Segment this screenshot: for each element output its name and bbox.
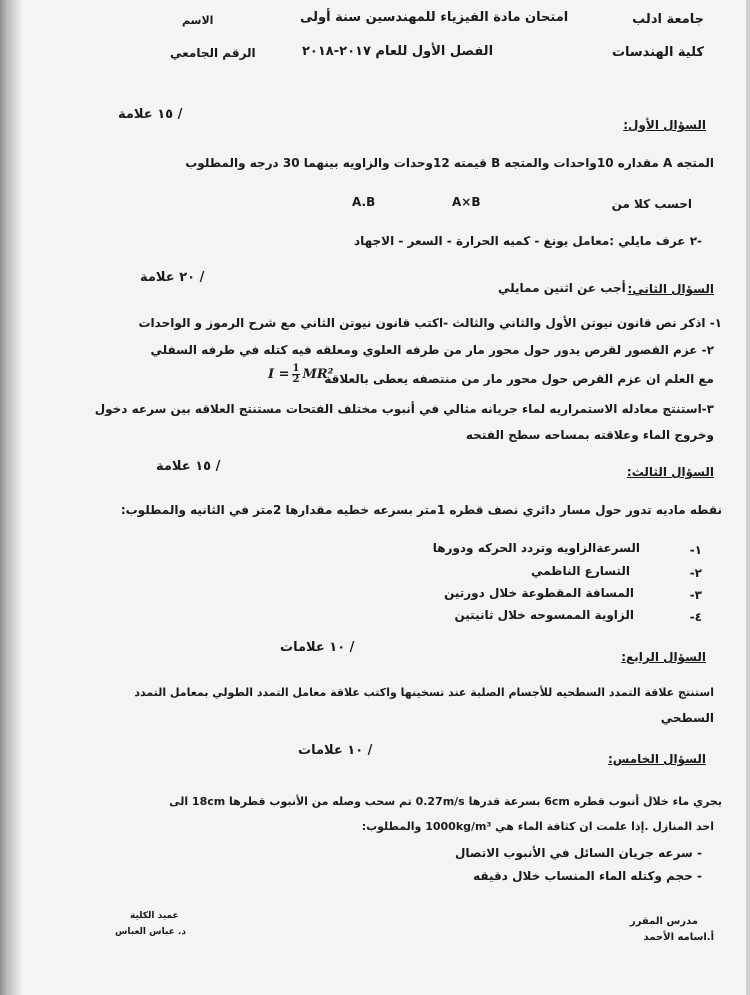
q2-item2b: مع العلم ان عزم القرص حول محور مار من منتصفه يعطى بالعلاقة [324, 372, 714, 386]
formula-lhs: I = [268, 367, 290, 382]
exam-title: امتحان مادة الفيزياء للمهندسين سنة أولى [300, 10, 569, 25]
q2-title: السؤال الثاني: [627, 282, 714, 296]
scan-edge-right [746, 0, 750, 995]
q5-line1: يجري ماء خلال أنبوب قطره 6cm بسرعة قدرها 0.27m/s تم سحب وصله من الأنبوب قطرها 18cm الى [169, 795, 722, 808]
q3-item2-num: -٢ [689, 566, 702, 580]
q5-marks: / ١٠ علامات [298, 743, 373, 758]
q3-intro: نقطه ماديه تدور حول مسار دائري نصف قطره 1متر بسرعه خطيه مقدارها 2متر في الثانيه والمطلوب: [120, 503, 722, 517]
q3-item1-num: -١ [689, 543, 702, 557]
college-name: كلية الهندسات [611, 45, 704, 60]
teacher-title: مدرس المقرر [629, 916, 698, 927]
q2-item2a: ٢- عزم القصور لقرص يدور حول محور مار من طرفه العلوي ومعلقه فيه كتله في طرفه السفلي [150, 343, 714, 357]
university-name: جامعة ادلب [632, 12, 704, 27]
q4-line2: السطحي [660, 711, 714, 725]
formula-rhs: MR² [302, 367, 334, 382]
q2-marks: / ٢٠ علامة [140, 270, 205, 285]
q3-marks: / ١٥ علامة [156, 459, 221, 474]
fraction-denominator: 2 [292, 374, 300, 385]
q3-title: السؤال الثالث: [626, 465, 714, 479]
q1-calc-label: احسب كلا من [611, 197, 692, 211]
q3-item4-num: -٤ [689, 610, 702, 624]
q5-item1: - سرعه جريان السائل في الأنبوب الاتصال [454, 846, 702, 860]
q1-item2: -٢ عرف مايلي :معامل يونغ - كميه الحرارة - السعر - الاجهاد [353, 234, 702, 248]
q4-title: السؤال الرابع: [621, 650, 706, 664]
q5-title: السؤال الخامس: [607, 752, 706, 766]
semester-line: الفصل الأول للعام ٢٠١٧-٢٠١٨ [302, 44, 494, 59]
q2-instruction: أجب عن اثنين ممايلي [498, 281, 626, 295]
q3-item3-text: المسافة المقطوعة خلال دورتين [444, 586, 634, 600]
q5-line2: احد المنازل .إذا علمت ان كثافة الماء هي 1000kg/m³ والمطلوب: [361, 820, 714, 833]
formula-fraction [292, 364, 301, 385]
q3-item3-num: -٣ [689, 588, 702, 602]
q2-item3b: وخروج الماء وعلاقته بمساحه سطح الفتحه [465, 428, 714, 442]
q3-item1-text: السرعةالزاويه وتردد الحركه ودورها [432, 541, 640, 555]
q3-item2-text: التسارع الناظمي [530, 564, 630, 578]
moment-of-inertia-formula [268, 364, 333, 385]
student-id-label: الرقم الجامعي [170, 46, 256, 60]
scan-shadow-left [0, 0, 22, 995]
q1-item1: المتجه A مقداره 10واحدات والمتجه B قيمته 12وحدات والزاويه بينهما 30 درجه والمطلوب [185, 156, 714, 170]
fraction-numerator: 1 [292, 363, 300, 374]
q2-item1: ١- اذكر نص قانون نيوتن الأول والثاني والثالث -اكتب قانون نيوتن الثاني مع شرح الرموز و الواحدات [138, 316, 722, 330]
dean-name: د. عباس العباس [115, 927, 186, 937]
q5-item2: - حجم وكتله الماء المنساب خلال دقيقه [473, 869, 702, 883]
name-label: الاسم [182, 14, 214, 27]
q2-item3a: ٣-استنتج معادله الاستمراريه لماء جريانه مثالي في أنبوب مختلف الفتحات مستنتج العلاقه بين سرعه دخول [94, 402, 714, 416]
q1-dot-product: A.B [352, 195, 376, 209]
q4-marks: / ١٠ علامات [280, 640, 355, 655]
q3-item4-text: الزاوية الممسوحه خلال ثانيتين [454, 608, 634, 622]
q4-line1: استنتج علاقة التمدد السطحيه للأجسام الصلبة عند تسخينها واكتب علاقة معامل التمدد الطولي بمعامل التمدد [134, 686, 714, 699]
q1-marks: / ١٥ علامة [118, 107, 183, 122]
dean-title: عميد الكلية [130, 911, 179, 921]
q1-cross-product: A×B [452, 195, 481, 209]
q1-title: السؤال الأول: [623, 118, 706, 132]
teacher-name: أ.اسامه الأحمد [643, 932, 714, 943]
